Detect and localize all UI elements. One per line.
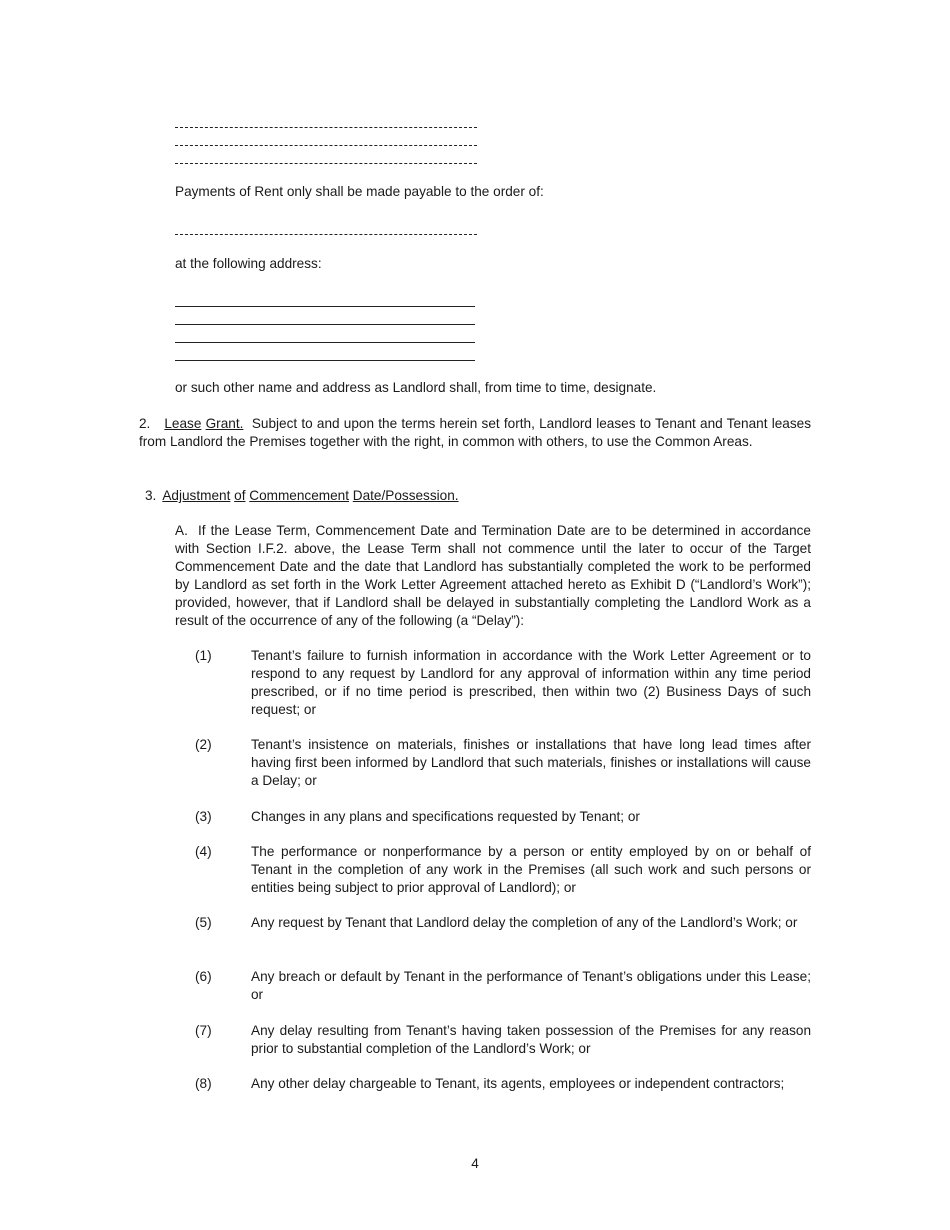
item-number: (5) [195, 915, 212, 930]
section-3-heading-word: Commencement [249, 488, 349, 503]
section-3-number: 3. [145, 488, 157, 503]
section-2-heading-word: Grant. [205, 416, 244, 431]
item-text: Any other delay chargeable to Tenant, its agents, employees or independent contractors; [251, 1076, 785, 1091]
item-text: Changes in any plans and specifications requested by Tenant; or [251, 809, 640, 824]
blank-line [175, 127, 477, 128]
address-line [175, 342, 475, 343]
address-line [175, 360, 475, 361]
sub-a-text: If the Lease Term, Commencement Date and Termination Date are to be determined in accordance with Section I.F.2. above, the Lease Term shall not commence until the later to occur of the Target Commencement Date and the date that Landlord has substantially completed the work to be performed by Landlord as set forth in the Work Letter Agreement attached hereto as Exhibit D (“Landlord’s Work”); provided, however, that if Landlord shall be delayed in substantially completing the Landlord Work as a result of the occurrence of any of the following (a “Delay”): [175, 523, 811, 628]
section-2-heading-word: Lease [164, 416, 202, 431]
section-3-sub-a [175, 522, 811, 630]
section-3-heading-word: Adjustment [162, 488, 231, 503]
item-number: (2) [195, 737, 212, 752]
designate-text: or such other name and address as Landlord shall, from time to time, designate. [175, 380, 657, 395]
item-text: Any delay resulting from Tenant’s having taken possession of the Premises for any reason prior to substantial completion of the Landlord’s Work; or [251, 1023, 811, 1056]
item-number: (6) [195, 969, 212, 984]
item-text: Any breach or default by Tenant in the performance of Tenant’s obligations under this Lease; or [251, 969, 811, 1002]
section-2-text: Subject to and upon the terms herein set forth, Landlord leases to Tenant and Tenant leases from Landlord the Premises together with the right, in common with others, to use the Common Areas. [139, 416, 811, 449]
item-number: (7) [195, 1023, 212, 1038]
section-3-heading-word: of [234, 488, 246, 503]
section-3-heading-word: Date/Possession. [352, 488, 459, 503]
page-number: 4 [471, 1156, 479, 1171]
blank-line [175, 145, 477, 146]
address-line [175, 306, 475, 307]
address-label: at the following address: [175, 256, 322, 271]
payee-blank-line [175, 234, 477, 235]
item-number: (1) [195, 648, 212, 663]
payee-label: Payments of Rent only shall be made payable to the order of: [175, 184, 544, 199]
item-number: (3) [195, 809, 212, 824]
sub-a-label: A. [175, 523, 188, 538]
section-3-heading [145, 487, 459, 505]
item-text: Tenant’s insistence on materials, finishes or installations that have long lead times after having first been informed by Landlord that such materials, finishes or installations will cause a Delay; or [251, 737, 811, 788]
section-2 [139, 415, 811, 451]
item-text: Tenant’s failure to furnish information in accordance with the Work Letter Agreement or to respond to any request by Landlord for any approval of information within any time period prescribed, or if no time period is prescribed, then within two (2) Business Days of such request; or [251, 648, 811, 717]
blank-line [175, 163, 477, 164]
item-number: (8) [195, 1076, 212, 1091]
address-line [175, 324, 475, 325]
section-2-number: 2. [139, 416, 151, 431]
item-text: Any request by Tenant that Landlord delay the completion of any of the Landlord’s Work; or [251, 915, 798, 930]
item-number: (4) [195, 844, 212, 859]
item-text: The performance or nonperformance by a person or entity employed by on or behalf of Tenant in the completion of any work in the Premises (all such work and such persons or entities being subject to prior approval of Landlord); or [251, 844, 811, 895]
